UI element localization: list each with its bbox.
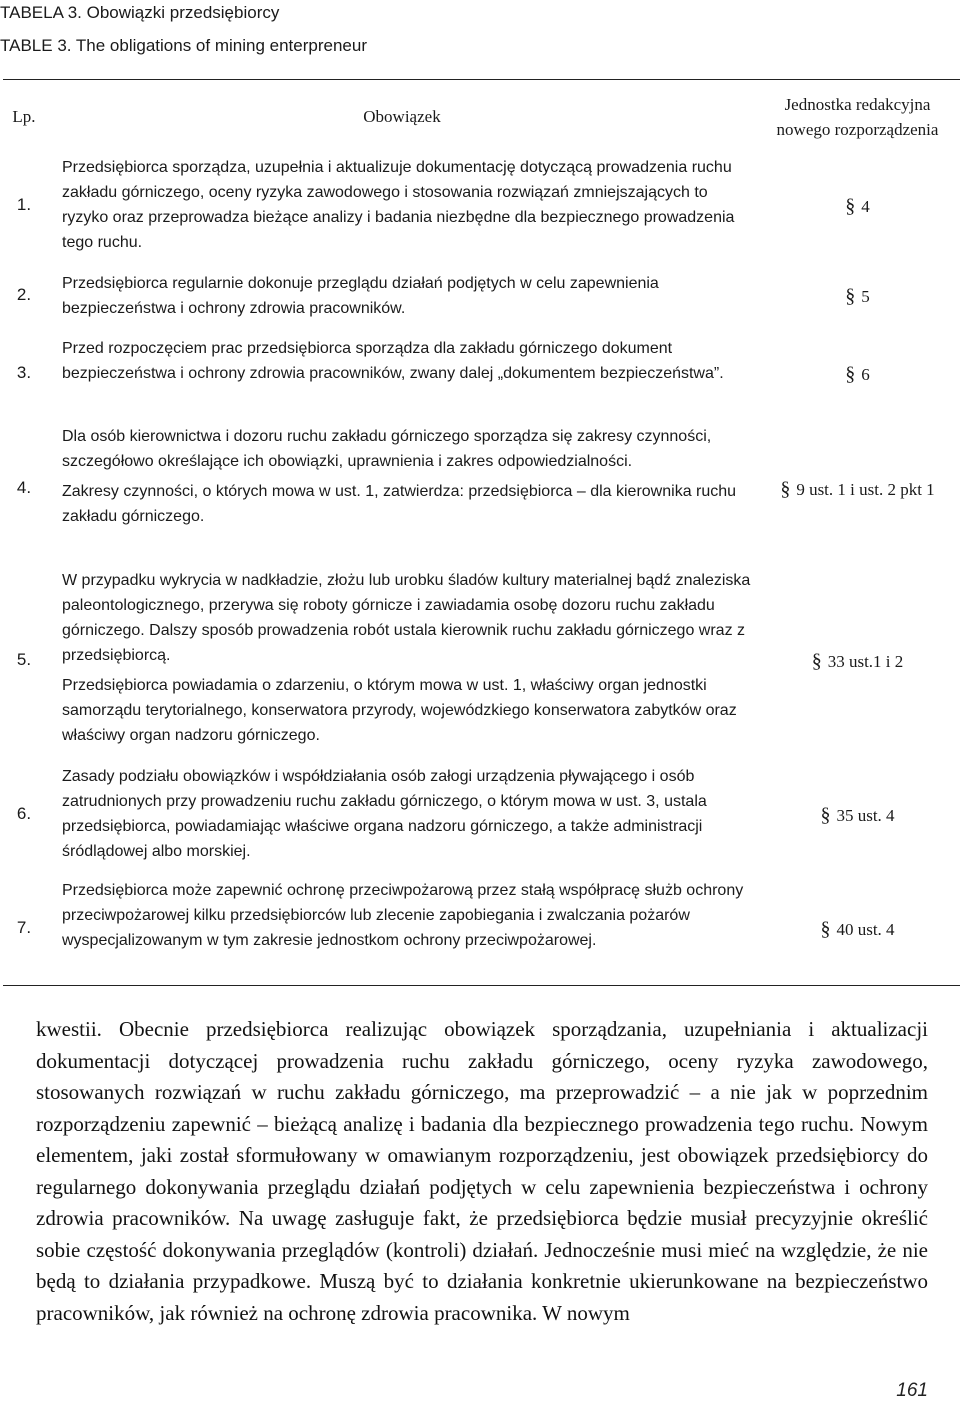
row-reference xyxy=(755,918,960,941)
section-symbol: § xyxy=(811,650,822,672)
row-reference-value: 40 ust. 4 xyxy=(836,920,895,939)
section-symbol: § xyxy=(780,478,791,500)
header-regulation-line-2: nowego rozporządzenia xyxy=(776,120,939,139)
row-number: 5. xyxy=(16,650,32,669)
row-paragraph: Zakresy czynności, o których mowa w ust. 1, zatwierdza: przedsiębiorca – dla kierownika ruchu zakładu górniczego. xyxy=(62,483,737,525)
row-number: 7. xyxy=(16,918,32,937)
row-paragraph: Zasady podziału obowiązków i współdziałania osób załogi urządzenia pływającego i osób zatrudnionych przy prowadzeniu ruchu zakładu górniczego, o którym mowa w ust. 3, ustala przedsiębiorca, powiadamiając właściwe organa nadzoru górniczego, a także administracji śródlądowej albo morskiej. xyxy=(62,768,707,860)
row-number: 3. xyxy=(16,363,32,382)
row-description xyxy=(62,271,752,321)
row-reference-value: 35 ust. 4 xyxy=(836,806,895,825)
row-number: 4. xyxy=(16,478,32,497)
row-description xyxy=(62,878,752,953)
row-paragraph: Dla osób kierownictwa i dozoru ruchu zakładu górniczego sporządza się zakresy czynności, szczegółowo określające ich obowiązki, uprawnienia i zakres odpowiedzialności. xyxy=(62,428,712,470)
row-reference xyxy=(755,650,960,673)
header-number: Lp. xyxy=(12,107,36,126)
row-paragraph: Przedsiębiorca może zapewnić ochronę przeciwpożarową przez stałą współpracę służb ochrony przeciwpożarowej kilku przedsiębiorców lub zlecenie zapobiegania i zwalczania pożarów wyspecjalizowanym w tym zakresie jednostkom ochrony przeciwpożarowej. xyxy=(62,882,744,949)
table-top-rule xyxy=(3,79,960,80)
row-reference-value: 4 xyxy=(861,197,870,216)
row-number: 1. xyxy=(16,195,32,214)
row-reference-value: 5 xyxy=(861,287,870,306)
table-caption-polish: TABELA 3. Obowiązki przedsiębiorcy xyxy=(0,3,280,22)
row-number: 2. xyxy=(16,285,32,304)
row-number: 6. xyxy=(16,804,32,823)
row-reference xyxy=(755,804,960,827)
row-reference-value: 33 ust.1 i 2 xyxy=(827,652,904,671)
page-number: 161 xyxy=(896,1380,928,1401)
row-description xyxy=(62,764,752,864)
header-regulation-line-1: Jednostka redakcyjna xyxy=(784,95,931,114)
header-obligation: Obowiązek xyxy=(363,107,441,126)
table-bottom-rule xyxy=(3,985,960,986)
row-description xyxy=(62,424,752,529)
row-reference-value: 6 xyxy=(861,365,870,384)
row-paragraph: W przypadku wykrycia w nadkładzie, złożu lub urobku śladów kultury materialnej bądź znaleziska paleontologicznego, przerywa się roboty górnicze i zawiadamia osobę dozoru ruchu zakładu górniczego. Dalszy sposób prowadzenia robót ustala kierownik ruchu zakładu górniczego wraz z przedsiębiorcą. xyxy=(62,572,751,664)
row-paragraph: Przedsiębiorca sporządza, uzupełnia i aktualizuje dokumentację dotyczącą prowadzenia ruchu zakładu górniczego, oceny ryzyka zawodowego i stosowania rozwiązań zmniejszających to ryzyko oraz przeprowadza bieżące analizy i badania niezbędne dla bezpiecznego prowadzenia tego ruchu. xyxy=(62,159,735,251)
row-paragraph: Przedsiębiorca powiadamia o zdarzeniu, o którym mowa w ust. 1, właściwy organ jednostki samorządu terytorialnego, konserwatora przyrody, wojewódzkiego konserwatora zabytków oraz właściwy organ nadzoru górniczego. xyxy=(62,677,737,744)
row-description xyxy=(62,155,752,255)
section-symbol: § xyxy=(820,918,831,940)
section-symbol: § xyxy=(820,804,831,826)
table-caption-english: TABLE 3. The obligations of mining enterpreneur xyxy=(0,36,367,55)
row-reference-value: 9 ust. 1 i ust. 2 pkt 1 xyxy=(796,480,935,499)
row-reference xyxy=(755,285,960,308)
section-symbol: § xyxy=(845,363,856,385)
row-paragraph: Przed rozpoczęciem prac przedsiębiorca sporządza dla zakładu górniczego dokument bezpieczeństwa i ochrony zdrowia pracowników, zwany dalej „dokumentem bezpieczeństwa”. xyxy=(62,340,724,382)
row-description xyxy=(62,336,752,386)
row-reference xyxy=(755,478,960,501)
row-reference xyxy=(755,363,960,386)
row-paragraph: Przedsiębiorca regularnie dokonuje przeglądu działań podjętych w celu zapewnienia bezpieczeństwa i ochrony zdrowia pracowników. xyxy=(62,275,659,317)
body-paragraph: kwestii. Obecnie przedsiębiorca realizując obowiązek sporządzania, uzupełniania i aktualizacji dokumentacji dotyczącej prowadzenia ruchu zakładu górniczego, oceny ryzyka zawodowego, stosowanych rozwiązań w ruchu zakładu górniczego, ma przeprowadzić – a nie jak w poprzednim rozporządzeniu zapewnić – bieżącą analizę i badania dla bezpiecznego prowadzenia tego ruchu. Nowym elementem, jaki został sformułowany w omawianym rozporządzeniu, jest obowiązek przedsiębiorcy do regularnego dokonywania przeglądu działań podjętych w celu zapewnienia bezpieczeństwa i ochrony zdrowia pracowników. Na uwagę zasługuje fakt, że przedsiębiorca będzie musiał precyzyjnie określić sobie częstość dokonywania przeglądów (kontroli) działań. Jednocześnie musi mieć na względzie, że nie będą to działania przypadkowe. Muszą być to działania konkretnie ukierunkowane na bezpieczeństwo pracowników, jak również na ochronę zdrowia pracownika. W nowym xyxy=(36,1017,928,1325)
section-symbol: § xyxy=(845,195,856,217)
header-regulation-unit xyxy=(755,92,960,142)
section-symbol: § xyxy=(845,285,856,307)
row-reference xyxy=(755,195,960,218)
row-description xyxy=(62,568,752,748)
